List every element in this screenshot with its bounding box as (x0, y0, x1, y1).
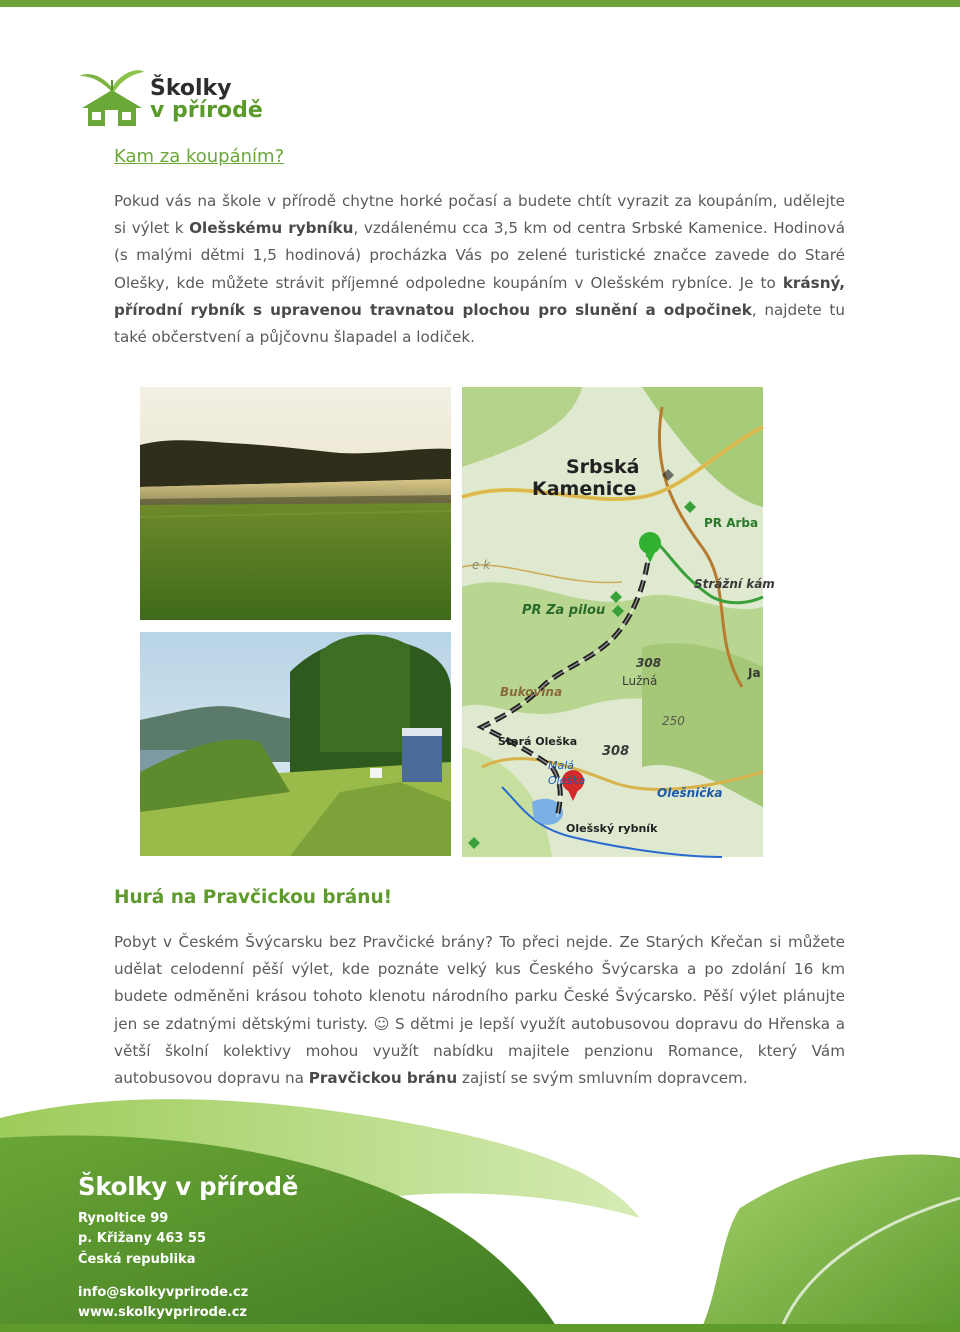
map-label-strazni: Strážní kám (694, 577, 775, 591)
map-label-oleska: Oleška (548, 774, 586, 787)
section-heading-swimming[interactable]: Kam za koupáním? (114, 146, 285, 167)
map-label-pr-arba: PR Arba (704, 516, 759, 530)
house-leaf-icon (78, 66, 150, 130)
map-label-fragment-ja: Ja (748, 666, 761, 680)
map-label-kamenice: Kamenice (532, 478, 637, 500)
footer-web-link[interactable]: www.skolkyvprirode.cz (78, 1305, 247, 1320)
map-label-luzna: Lužná (622, 674, 658, 688)
map-label-stara-oleska: Stará Oleška (498, 735, 578, 748)
gate-name: Pravčickou bránu (308, 1069, 458, 1088)
map-label-308a: 308 (636, 656, 662, 670)
top-accent-bar (0, 0, 960, 7)
map-label-bukovina: Bukovina (500, 685, 563, 699)
logo-subtitle: v přírodě (150, 98, 263, 123)
footer-address-line2: p. Křižany 463 55 (78, 1231, 207, 1246)
swimming-paragraph: Pokud vás na škole v přírodě chytne horké počasí a budete chtít vyrazit za koupáním, udělejte si výlet k Olešskému rybníku, vzdálenému cca 3,5 km od centra Srbské Kamenice. Hodinová (s malými dětmi 1,5 hodinová) procházka Vás po zelené turistické značce zavede do Staré Olešky, kde můžete strávit příjemné odpoledne koupáním v Olešském rybníce. Je to krásný, přírodní rybník s upravenou travnatou plochou pro slunění a odpočinek, najdete tu také občerstvení a půjčovnu šlapadel a lodiček. (114, 192, 846, 347)
footer-email-link[interactable]: info@skolkyvprirode.cz (78, 1285, 249, 1300)
pond-name: Olešskému rybníku (189, 219, 354, 238)
pond-reeds-photo (140, 632, 451, 856)
map-label-250: 250 (662, 714, 685, 728)
map-label-pr-za-pilou: PR Za pilou (522, 603, 606, 618)
map-label-308b: 308 (602, 744, 630, 759)
map-label-olessky-rybnik: Olešský rybník (566, 822, 658, 835)
route-map (462, 387, 775, 857)
logo-title: Školky (150, 76, 232, 101)
footer-address-line3: Česká republika (78, 1252, 196, 1267)
footer-brand: Školky v přírodě (78, 1172, 299, 1201)
map-label-fragment-k: e k (472, 558, 491, 572)
map-label-olesnicka: Olešnička (657, 786, 723, 800)
pond-description: krásný, přírodní rybník s upravenou travnatou plochou pro slunění a odpočinek (114, 273, 845, 319)
logo (78, 66, 278, 130)
footer-address-line1: Rynoltice 99 (78, 1211, 169, 1226)
map-label-mala: Malá (548, 759, 575, 772)
pond-sunset-photo (140, 387, 451, 620)
section-heading-pravcicka: Hurá na Pravčickou bránu! (114, 887, 393, 908)
map-label-srbska: Srbská (566, 456, 640, 478)
pravcicka-paragraph: Pobyt v Českém Švýcarsku bez Pravčické brány? To přeci nejde. Ze Starých Křečan si můžete udělat celodenní pěší výlet, kde poznáte velký kus Českého Švýcarska a po zdolání 16 km budete odměněni krásou tohoto klenotu národního parku České Švýcarsko. Pěší výlet plánujte jen se zdatnými dětskými turisty. ☺ S dětmi je lepší využít autobusovou dopravu do Hřenska a větší školní kolektivy mohou využít nabídku majitele penzionu Romance, který Vám autobusovou dopravu na Pravčickou bránu zajistí se svým smluvním dopravcem. (114, 933, 845, 1088)
